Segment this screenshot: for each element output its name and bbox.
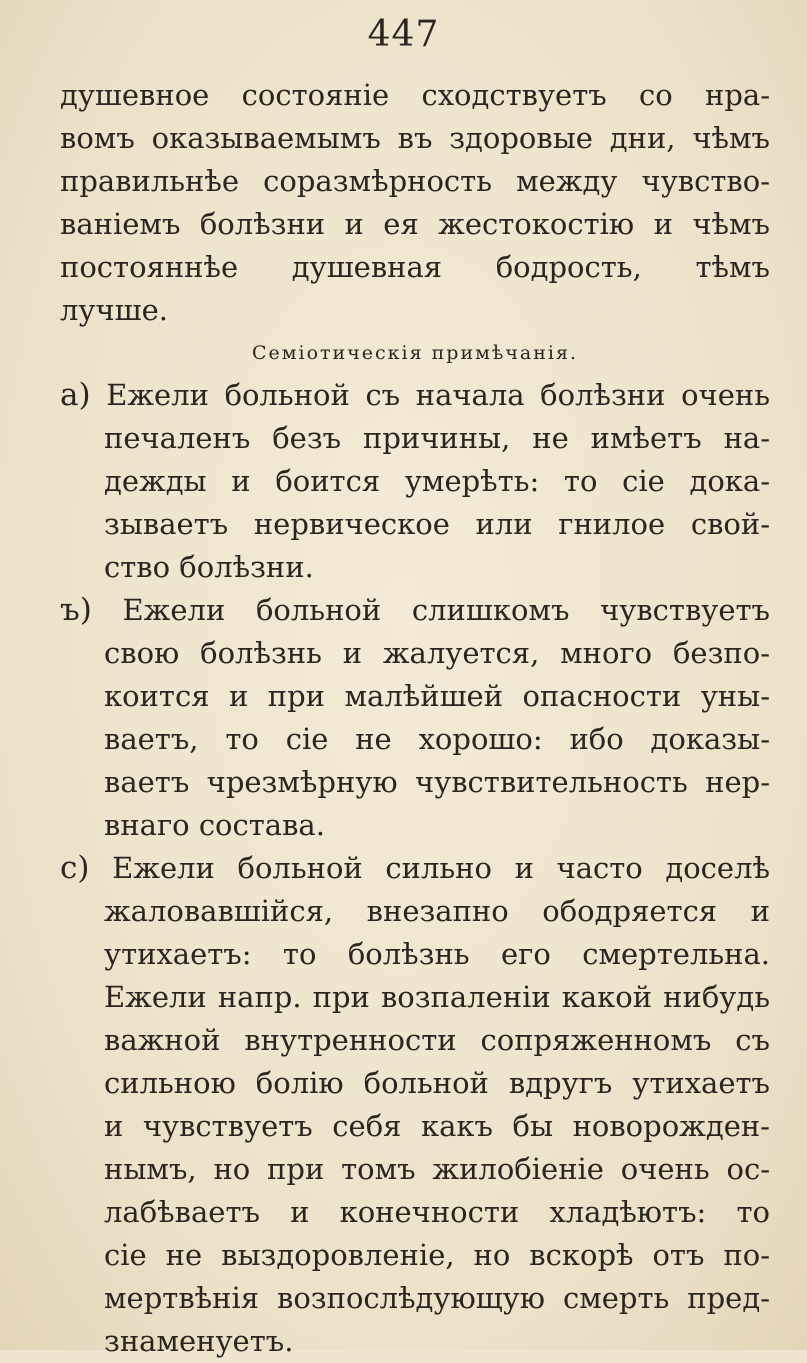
text-line: и чувствуетъ себя какъ бы новорожден-: [104, 1109, 770, 1143]
note-item-b: [60, 589, 770, 847]
text-line: внаго состава.: [104, 808, 325, 842]
text-line: свою болѣзнь и жалуется, много безпо-: [104, 636, 770, 670]
text-line: ваетъ, то сiе не хорошо: ибо доказы-: [104, 722, 770, 756]
text-line: ъ) Ежели больной слишкомъ чувствуетъ: [60, 592, 770, 628]
text-line: постояннѣе душевная бодрость, тѣмъ: [60, 250, 770, 284]
text-line: лучше.: [60, 293, 168, 327]
text-line: а) Ежели больной съ начала болѣзни очень: [60, 377, 770, 413]
text-line: с) Ежели больной сильно и часто доселѣ: [60, 850, 770, 886]
text-line: сильною болiю больной вдругъ утихаетъ: [104, 1066, 770, 1100]
text-line: зываетъ нервическое или гнилое свой-: [104, 507, 770, 541]
text-line: жаловавшiйся, внезапно ободряется и: [104, 894, 770, 928]
text-line: знаменуетъ.: [104, 1324, 294, 1358]
text-line: лабѣваетъ и конечности хладѣютъ: то: [104, 1195, 770, 1229]
item-marker: а): [60, 377, 91, 413]
page-body: [60, 74, 770, 1363]
text-line: Ежели напр. при возпаленiи какой нибудь: [104, 980, 770, 1014]
text-line: мертвѣнiя возпослѣдующую смерть пред-: [104, 1281, 770, 1315]
text-line: коится и при малѣйшей опасности уны-: [104, 679, 770, 713]
note-item-a: [60, 374, 770, 589]
text-line: важной внутренности сопряженномъ съ: [104, 1023, 770, 1057]
text-line: ваетъ чрезмѣрную чувствительность нер-: [104, 765, 770, 799]
item-marker: с): [60, 850, 90, 886]
text-line: душевное состоянiе сходствуетъ со нра-: [60, 78, 770, 112]
page-number: 447: [367, 14, 440, 55]
intro-paragraph: [60, 74, 770, 332]
text-line: нымъ, но при томъ жилобiенiе очень ос-: [104, 1152, 770, 1186]
text-line: вомъ оказываемымъ въ здоровые дни, чѣмъ: [60, 121, 770, 155]
text-line: печаленъ безъ причины, не имѣетъ на-: [104, 421, 770, 455]
item-marker: ъ): [60, 592, 92, 628]
text-line: правильнѣе соразмѣрность между чувство-: [60, 164, 770, 198]
text-line: сiе не выздоровленiе, но вскорѣ отъ по-: [104, 1238, 770, 1272]
section-heading: Семiотическiя примѣчанiя.: [251, 342, 579, 364]
text-line: утихаетъ: то болѣзнь его смертельна.: [104, 937, 770, 971]
text-line: ство болѣзни.: [104, 550, 314, 584]
note-item-c: [60, 847, 770, 1363]
text-line: ванiемъ болѣзни и ея жестокостiю и чѣмъ: [60, 207, 770, 241]
text-line: дежды и боится умерѣть: то сiе дока-: [104, 464, 770, 498]
